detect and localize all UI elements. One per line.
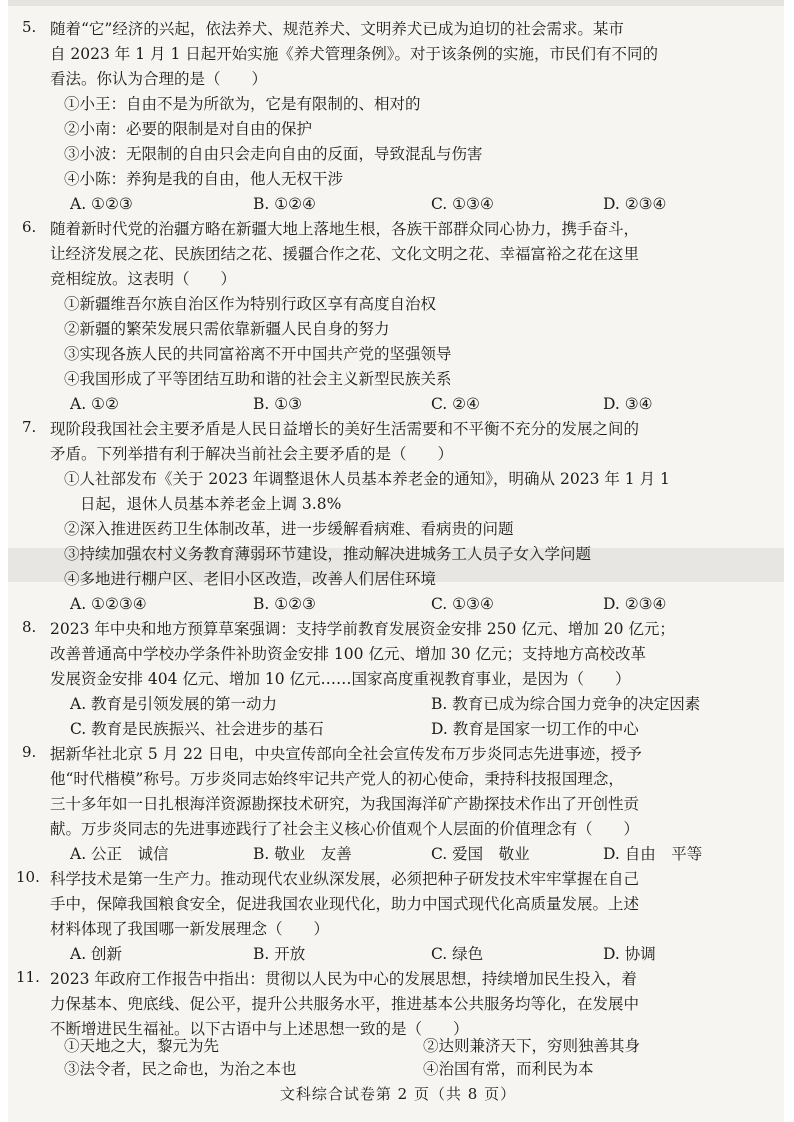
question-text-line: 随着新时代党的治疆方略在新疆大地上落地生根，各族干部群众同心协力，携手奋斗，: [50, 220, 640, 238]
option-c: C. ②④: [431, 395, 480, 413]
statement-4: ④多地进行棚户区、老旧小区改造，改善人们居住环境: [64, 570, 437, 588]
option-c: C. ①③④: [431, 595, 494, 613]
option-b: B. ①②④: [253, 195, 316, 213]
question-text-line: 材料体现了我国哪一新发展理念（ ）: [50, 920, 330, 938]
option-d: D. 自由 平等: [603, 845, 703, 863]
option-d: D. ③④: [603, 395, 653, 413]
statement-2: ②新疆的繁荣发展只需依靠新疆人民自身的努力: [64, 320, 390, 338]
option-d: D. 协调: [603, 945, 656, 963]
question-text-line: 自 2023 年 1 月 1 日起开始实施《养犬管理条例》。对于该条例的实施，市民们有不同的: [50, 45, 658, 63]
question-text-line: 献。万步炎同志的先进事迹践行了社会主义核心价值观个人层面的价值理念有（ ）: [50, 820, 640, 838]
option-b: B. 教育已成为综合国力竞争的决定因素: [431, 695, 701, 713]
option-c: C. 教育是民族振兴、社会进步的基石: [70, 720, 324, 738]
scan-edge: [8, 0, 784, 6]
statement-1: ①人社部发布《关于 2023 年调整退休人员基本养老金的通知》，明确从 2023 年 1 月 1: [64, 470, 670, 488]
option-c: C. ①③④: [431, 195, 494, 213]
question-text-line: 2023 年中央和地方预算草案强调：支持学前教育发展资金安排 250 亿元、增加 20 亿元；: [50, 620, 675, 638]
statement-2: ②达则兼济天下，穷则独善其身: [423, 1037, 641, 1055]
question-text-line: 2023 年政府工作报告中指出：贯彻以人民为中心的发展思想，持续增加民生投入，着: [50, 970, 637, 988]
option-a: A. 公正 诚信: [70, 845, 169, 863]
question-number: 6.: [22, 218, 37, 236]
question-text-line: 看法。你认为合理的是（ ）: [50, 70, 268, 88]
question-text-line: 矛盾。下列举措有利于解决当前社会主要矛盾的是（ ）: [50, 445, 454, 463]
statement-2: ②小南：必要的限制是对自由的保护: [64, 120, 313, 138]
question-text-line: 据新华社北京 5 月 22 日电，中央宣传部向全社会宣传发布万步炎同志先进事迹，授予: [50, 745, 642, 763]
statement-4: ④我国形成了平等团结互助和谐的社会主义新型民族关系: [64, 370, 452, 388]
option-a: A. ①②③: [70, 195, 133, 213]
statement-1: ①天地之大，黎元为先: [64, 1037, 220, 1055]
option-b: B. 开放: [253, 945, 306, 963]
question-text-line: 改善普通高中学校办学条件补助资金安排 100 亿元、增加 30 亿元；支持地方高校改革: [50, 645, 647, 663]
statement-3: ③持续加强农村义务教育薄弱环节建设，推动解决进城务工人员子女入学问题: [64, 545, 592, 563]
question-text-line: 现阶段我国社会主要矛盾是人民日益增长的美好生活需要和不平衡不充分的发展之间的: [50, 420, 640, 438]
option-a: A. ①②③④: [70, 595, 147, 613]
option-d: D. ②③④: [603, 195, 667, 213]
question-text-line: 科学技术是第一生产力。推动现代农业纵深发展，必须把种子研发技术牢牢掌握在自己: [50, 870, 640, 888]
exam-page: [8, 0, 784, 1122]
statement-4: ④小陈：养狗是我的自由，他人无权干涉: [64, 170, 344, 188]
question-number: 9.: [22, 743, 37, 761]
statement-3: ③小波：无限制的自由只会走向自由的反面，导致混乱与伤害: [64, 145, 483, 163]
option-c: C. 绿色: [431, 945, 484, 963]
statement-1: ①小王：自由不是为所欲为，它是有限制的、相对的: [64, 95, 421, 113]
question-number: 8.: [22, 618, 37, 636]
question-number: 11.: [16, 968, 40, 986]
option-a: A. ①②: [70, 395, 119, 413]
question-number: 5.: [22, 18, 37, 36]
question-text-line: 三十多年如一日扎根海洋资源勘探技术研究，为我国海洋矿产勘探技术作出了开创性贡: [50, 795, 640, 813]
option-b: B. ①②③: [253, 595, 316, 613]
statement-3: ③法令者，民之命也，为治之本也: [64, 1060, 297, 1078]
question-text-line: 他“时代楷模”称号。万步炎同志始终牢记共产党人的初心使命，秉持科技报国理念，: [50, 770, 624, 788]
option-c: C. 爱国 敬业: [431, 845, 530, 863]
statement-2: ②深入推进医药卫生体制改革，进一步缓解看病难、看病贵的问题: [64, 520, 514, 538]
option-a: A. 创新: [70, 945, 123, 963]
question-number: 10.: [16, 868, 40, 886]
statement-1: ①新疆维吾尔族自治区作为特别行政区享有高度自治权: [64, 295, 437, 313]
option-d: D. 教育是国家一切工作的中心: [431, 720, 639, 738]
statement-4: ④治国有常，而利民为本: [423, 1060, 594, 1078]
statement-1-cont: 日起，退休人员基本养老金上调 3.8%: [80, 495, 342, 513]
question-text-line: 随着“它”经济的兴起，依法养犬、规范养犬、文明养犬已成为迫切的社会需求。某市: [50, 20, 624, 38]
question-text-line: 力保基本、兜底线、促公平，提升公共服务水平，推进基本公共服务均等化，在发展中: [50, 995, 640, 1013]
option-d: D. ②③④: [603, 595, 667, 613]
question-text-line: 手中，保障我国粮食安全，促进我国农业现代化，助力中国式现代化高质量发展。上述: [50, 895, 640, 913]
question-number: 7.: [22, 418, 37, 436]
option-a: A. 教育是引领发展的第一动力: [70, 695, 278, 713]
question-text-line: 不断增进民生福祉。以下古语中与上述思想一致的是（ ）: [50, 1020, 469, 1038]
question-text-line: 让经济发展之花、民族团结之花、援疆合作之花、文化文明之花、幸福富裕之花在这里: [50, 245, 640, 263]
question-text-line: 竞相绽放。这表明（ ）: [50, 270, 237, 288]
option-b: B. 敬业 友善: [253, 845, 352, 863]
page-footer: 文科综合试卷第 2 页（共 8 页）: [279, 1085, 517, 1103]
option-b: B. ①③: [253, 395, 303, 413]
statement-3: ③实现各族人民的共同富裕离不开中国共产党的坚强领导: [64, 345, 452, 363]
question-text-line: 发展资金安排 404 亿元、增加 10 亿元……国家高度重视教育事业，是因为（ ）: [50, 670, 631, 688]
